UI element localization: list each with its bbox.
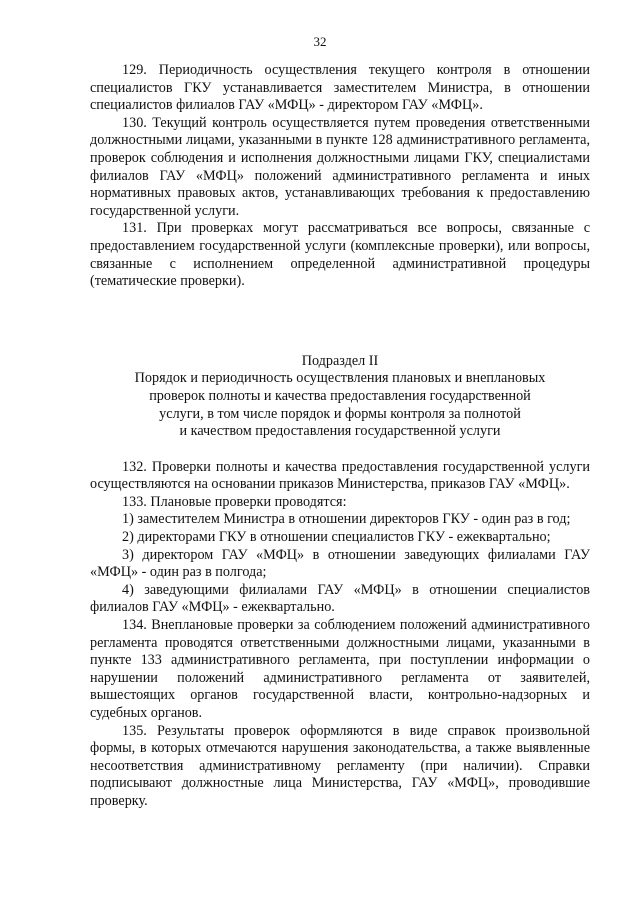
list-item-3: 3) директором ГАУ «МФЦ» в отношении заведующих филиалами ГАУ «МФЦ» - один раз в полгода; [90,546,590,581]
page-number: 32 [313,34,327,49]
document-body [90,62,590,811]
paragraph-131: 131. При проверках могут рассматриваться все вопросы, связанные с предоставлением государственной услуги (комплексные проверки), или вопросы, связанные с исполнением определенной административной процедуры (тематические проверки). [90,220,590,290]
subsection-heading [90,353,590,441]
paragraph-135: 135. Результаты проверок оформляются в виде справок произвольной формы, в которых отмечаются нарушения законодательства, а также выявленные несоответствия административному регламенту (при наличии). Справки подписывают должностные лица Министерства, ГАУ «МФЦ», проводившие проверку. [90,722,590,809]
paragraph-134: 134. Внеплановые проверки за соблюдением положений административного регламента проводятся ответственными должностными лицами, указанными в пункте 133 административного регламента, при поступлении информации о нарушении положений административного регламента от заявителей, вышестоящих органов государственной власти, контрольно-надзорных и судебных органов. [90,617,590,721]
subsection-title-line: услуги, в том числе порядок и формы контроля за полнотой [159,405,521,422]
paragraph-129: 129. Периодичность осуществления текущего контроля в отношении специалистов ГКУ устанавливается заместителем Министра, в отношении специалистов филиалов ГАУ «МФЦ» - директором ГАУ «МФЦ». [90,62,590,114]
list-item-2: 2) директорами ГКУ в отношении специалистов ГКУ - ежеквартально; [122,529,551,546]
list-item-1: 1) заместителем Министра в отношении директоров ГКУ - один раз в год; [122,511,571,528]
subsection-title-line: и качеством предоставления государственной услуги [179,423,501,440]
paragraph-132: 132. Проверки полноты и качества предоставления государственной услуги осуществляются на основании приказов Министерства, приказов ГАУ «МФЦ». [90,458,590,493]
paragraph-130: 130. Текущий контроль осуществляется путем проведения ответственными должностными лицами, указанными в пункте 128 административного регламента, проверок соблюдения и исполнения должностными лицами ГКУ, специалистами филиалов ГАУ «МФЦ» положений административного регламента и иных нормативных правовых актов, устанавливающих требования к предоставлению государственной услуги. [90,114,590,219]
paragraph-133: 133. Плановые проверки проводятся: [122,493,347,510]
subsection-label: Подраздел II [301,352,379,369]
list-item-4: 4) заведующими филиалами ГАУ «МФЦ» в отношении специалистов филиалов ГАУ «МФЦ» - ежеквартально. [90,581,590,616]
subsection-title-line: проверок полноты и качества предоставления государственной [149,387,531,404]
subsection-title-line: Порядок и периодичность осуществления плановых и внеплановых [134,370,546,387]
